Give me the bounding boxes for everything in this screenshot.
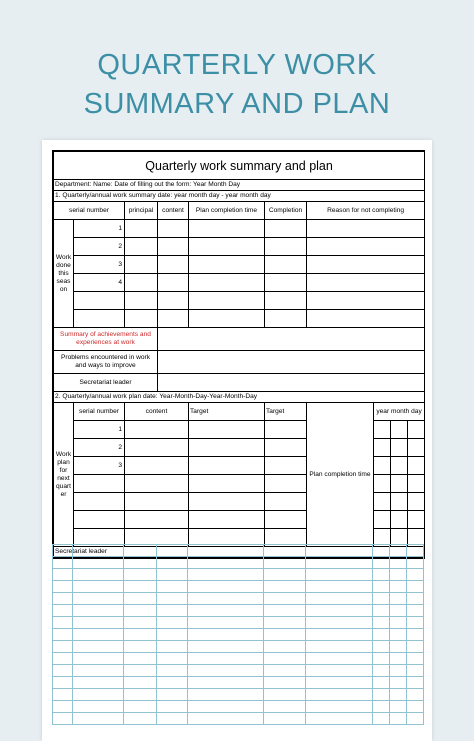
spreadsheet-preview xyxy=(42,140,432,741)
grid-cell xyxy=(264,677,306,689)
grid-cell xyxy=(157,689,188,701)
summary-row xyxy=(54,238,425,256)
grid-cell xyxy=(124,581,157,593)
grid-cell xyxy=(157,617,188,629)
grid-row xyxy=(53,557,424,569)
grid-row xyxy=(53,689,424,701)
grid-cell xyxy=(264,629,306,641)
grid-cell xyxy=(124,617,157,629)
summary-row-number: 2 xyxy=(74,238,125,256)
grid-cell xyxy=(407,701,424,713)
summary-row-number: 3 xyxy=(74,256,125,274)
grid-cell xyxy=(306,557,373,569)
grid-cell xyxy=(188,665,264,677)
summary-leader-cell xyxy=(158,374,425,392)
grid-row xyxy=(53,713,424,725)
grid-cell xyxy=(373,713,390,725)
grid-cell xyxy=(188,557,264,569)
grid-cell xyxy=(157,581,188,593)
grid-cell xyxy=(407,629,424,641)
grid-cell xyxy=(73,617,124,629)
plan-header-row xyxy=(54,403,425,421)
grid-row xyxy=(53,653,424,665)
header-principal: principal xyxy=(125,202,158,220)
grid-cell xyxy=(373,629,390,641)
grid-cell xyxy=(373,641,390,653)
grid-cell xyxy=(390,689,407,701)
grid-cell xyxy=(264,605,306,617)
grid-row xyxy=(53,605,424,617)
grid-cell xyxy=(73,641,124,653)
problems-label: Problems encountered in work and ways to improve xyxy=(54,351,158,374)
page-title-line-1: QUARTERLY WORK xyxy=(97,49,377,81)
grid-cell xyxy=(188,653,264,665)
grid-cell xyxy=(124,665,157,677)
grid-cell xyxy=(73,581,124,593)
grid-cell xyxy=(407,581,424,593)
grid-cell xyxy=(188,605,264,617)
grid-cell xyxy=(124,689,157,701)
achievements-label: Summary of achievements and experiences at work xyxy=(54,328,158,351)
form-table xyxy=(53,151,425,558)
grid-row xyxy=(53,629,424,641)
plan-leader-label: Secretariat leader xyxy=(54,547,425,558)
grid-cell xyxy=(264,713,306,725)
grid-cell xyxy=(390,713,407,725)
department-line: Department: Name: Date of filling out the form: Year Month Day xyxy=(54,180,425,191)
grid-cell xyxy=(73,557,124,569)
grid-cell xyxy=(390,701,407,713)
grid-cell xyxy=(306,701,373,713)
header-reason-not-completing: Reason for not completing xyxy=(307,202,425,220)
grid-cell xyxy=(157,593,188,605)
grid-cell xyxy=(53,677,73,689)
grid-cell xyxy=(390,641,407,653)
grid-cell xyxy=(407,569,424,581)
grid-cell xyxy=(264,701,306,713)
grid-cell xyxy=(188,689,264,701)
summary-row-number: 4 xyxy=(74,274,125,292)
grid-cell xyxy=(407,617,424,629)
grid-cell xyxy=(390,581,407,593)
grid-cell xyxy=(407,713,424,725)
grid-cell xyxy=(306,713,373,725)
grid-cell xyxy=(53,689,73,701)
grid-cell xyxy=(124,641,157,653)
grid-cell xyxy=(157,545,188,557)
summary-row xyxy=(54,292,425,310)
grid-cell xyxy=(124,557,157,569)
grid-cell xyxy=(264,557,306,569)
grid-cell xyxy=(124,653,157,665)
grid-row xyxy=(53,665,424,677)
grid-cell xyxy=(390,593,407,605)
grid-cell xyxy=(73,629,124,641)
grid-cell xyxy=(407,545,424,557)
header-content: content xyxy=(158,202,189,220)
grid-cell xyxy=(306,569,373,581)
grid-cell xyxy=(264,569,306,581)
grid-cell xyxy=(373,605,390,617)
grid-row xyxy=(53,641,424,653)
grid-cell xyxy=(53,629,73,641)
grid-cell xyxy=(53,581,73,593)
grid-cell xyxy=(373,617,390,629)
grid-cell xyxy=(407,689,424,701)
grid-cell xyxy=(373,581,390,593)
grid-cell xyxy=(124,569,157,581)
page-title xyxy=(0,46,474,124)
grid-cell xyxy=(188,569,264,581)
form-title: Quarterly work summary and plan xyxy=(54,152,425,180)
grid-cell xyxy=(157,701,188,713)
grid-cell xyxy=(73,545,124,557)
grid-cell xyxy=(188,677,264,689)
plan-side-label: Work plan for next quart er xyxy=(54,403,74,547)
grid-cell xyxy=(390,545,407,557)
grid-cell xyxy=(188,581,264,593)
grid-cell xyxy=(407,593,424,605)
grid-cell xyxy=(264,545,306,557)
grid-cell xyxy=(264,653,306,665)
grid-cell xyxy=(306,689,373,701)
plan-row-number: 3 xyxy=(74,457,125,475)
grid-cell xyxy=(157,569,188,581)
grid-cell xyxy=(73,701,124,713)
grid-cell xyxy=(306,605,373,617)
grid-cell xyxy=(390,677,407,689)
grid-cell xyxy=(73,605,124,617)
faded-sheet-grid xyxy=(52,544,423,725)
grid-cell xyxy=(373,653,390,665)
grid-cell xyxy=(124,701,157,713)
grid-cell xyxy=(264,641,306,653)
grid-cell xyxy=(53,569,73,581)
grid-cell xyxy=(373,701,390,713)
grid-cell xyxy=(373,689,390,701)
achievements-cell xyxy=(158,328,425,351)
grid-cell xyxy=(53,653,73,665)
grid-cell xyxy=(188,641,264,653)
summary-section-label: 1. Quarterly/annual work summary date: year month day - year month day xyxy=(54,191,425,202)
grid-cell xyxy=(157,557,188,569)
grid-cell xyxy=(124,593,157,605)
grid-cell xyxy=(53,617,73,629)
plan-header-target: Target xyxy=(189,403,265,421)
grid-cell xyxy=(407,557,424,569)
summary-header-row xyxy=(54,202,425,220)
grid-cell xyxy=(390,653,407,665)
grid-cell xyxy=(53,545,73,557)
grid-cell xyxy=(390,569,407,581)
grid-cell xyxy=(264,665,306,677)
grid-cell xyxy=(390,665,407,677)
grid-cell xyxy=(390,617,407,629)
plan-row-number: 1 xyxy=(74,421,125,439)
grid-row xyxy=(53,545,424,557)
grid-cell xyxy=(306,653,373,665)
grid-cell xyxy=(373,593,390,605)
grid-cell xyxy=(157,713,188,725)
grid-cell xyxy=(73,569,124,581)
grid-cell xyxy=(53,605,73,617)
grid-cell xyxy=(407,641,424,653)
summary-side-label: Work done this seas on xyxy=(54,220,74,328)
grid-cell xyxy=(73,713,124,725)
grid-cell xyxy=(188,617,264,629)
grid-cell xyxy=(306,581,373,593)
grid-cell xyxy=(157,605,188,617)
grid-cell xyxy=(373,677,390,689)
grid-cell xyxy=(407,677,424,689)
grid-cell xyxy=(73,677,124,689)
grid-cell xyxy=(188,713,264,725)
grid-cell xyxy=(53,641,73,653)
header-completion: Completion xyxy=(265,202,307,220)
header-plan-completion-time: Plan completion time xyxy=(189,202,265,220)
grid-cell xyxy=(73,665,124,677)
grid-cell xyxy=(124,629,157,641)
work-form xyxy=(52,150,425,559)
grid-cell xyxy=(407,653,424,665)
grid-row xyxy=(53,617,424,629)
grid-cell xyxy=(373,665,390,677)
grid-cell xyxy=(264,593,306,605)
grid-cell xyxy=(306,629,373,641)
grid-cell xyxy=(306,617,373,629)
plan-header-date: year month day xyxy=(374,403,425,421)
page-title-line-2: SUMMARY AND PLAN xyxy=(83,88,391,120)
summary-row xyxy=(54,274,425,292)
header-serial-number: serial number xyxy=(54,202,125,220)
grid-row xyxy=(53,677,424,689)
grid-cell xyxy=(390,557,407,569)
summary-row-number: 1 xyxy=(74,220,125,238)
grid-cell xyxy=(188,701,264,713)
plan-row-number: 2 xyxy=(74,439,125,457)
plan-completion-label: Plan completion time xyxy=(307,403,374,547)
plan-section-label: 2. Quarterly/annual work plan date: Year-Month-Day-Year-Month-Day xyxy=(54,392,425,403)
grid-cell xyxy=(53,593,73,605)
grid-cell xyxy=(53,665,73,677)
grid-cell xyxy=(407,665,424,677)
grid-cell xyxy=(373,569,390,581)
grid-cell xyxy=(157,665,188,677)
summary-leader-label: Secretariat leader xyxy=(54,374,158,392)
grid-cell xyxy=(157,653,188,665)
grid-cell xyxy=(157,629,188,641)
grid-cell xyxy=(306,641,373,653)
grid-cell xyxy=(373,557,390,569)
grid-cell xyxy=(124,677,157,689)
grid-cell xyxy=(264,689,306,701)
summary-row xyxy=(54,256,425,274)
grid-cell xyxy=(306,545,373,557)
grid-cell xyxy=(306,677,373,689)
grid-cell xyxy=(373,545,390,557)
grid-cell xyxy=(188,593,264,605)
grid-cell xyxy=(407,605,424,617)
grid-cell xyxy=(306,593,373,605)
grid-cell xyxy=(188,545,264,557)
grid-cell xyxy=(73,593,124,605)
grid-cell xyxy=(390,629,407,641)
grid-row xyxy=(53,581,424,593)
problems-cell xyxy=(158,351,425,374)
plan-header-target-2: Target xyxy=(265,403,307,421)
grid-cell xyxy=(157,641,188,653)
grid-row xyxy=(53,569,424,581)
plan-header-serial-number: serial number xyxy=(74,403,125,421)
grid-cell xyxy=(306,665,373,677)
grid-cell xyxy=(188,629,264,641)
grid-cell xyxy=(124,605,157,617)
grid-cell xyxy=(157,677,188,689)
grid-row xyxy=(53,701,424,713)
grid-cell xyxy=(53,713,73,725)
grid-cell xyxy=(264,581,306,593)
summary-row xyxy=(54,310,425,328)
grid-cell xyxy=(124,713,157,725)
grid-cell xyxy=(73,653,124,665)
grid-cell xyxy=(73,689,124,701)
summary-row xyxy=(54,220,425,238)
grid-cell xyxy=(390,605,407,617)
grid-cell xyxy=(53,557,73,569)
grid-cell xyxy=(53,701,73,713)
grid-cell xyxy=(264,617,306,629)
grid-cell xyxy=(124,545,157,557)
grid-row xyxy=(53,593,424,605)
plan-header-content: content xyxy=(125,403,189,421)
